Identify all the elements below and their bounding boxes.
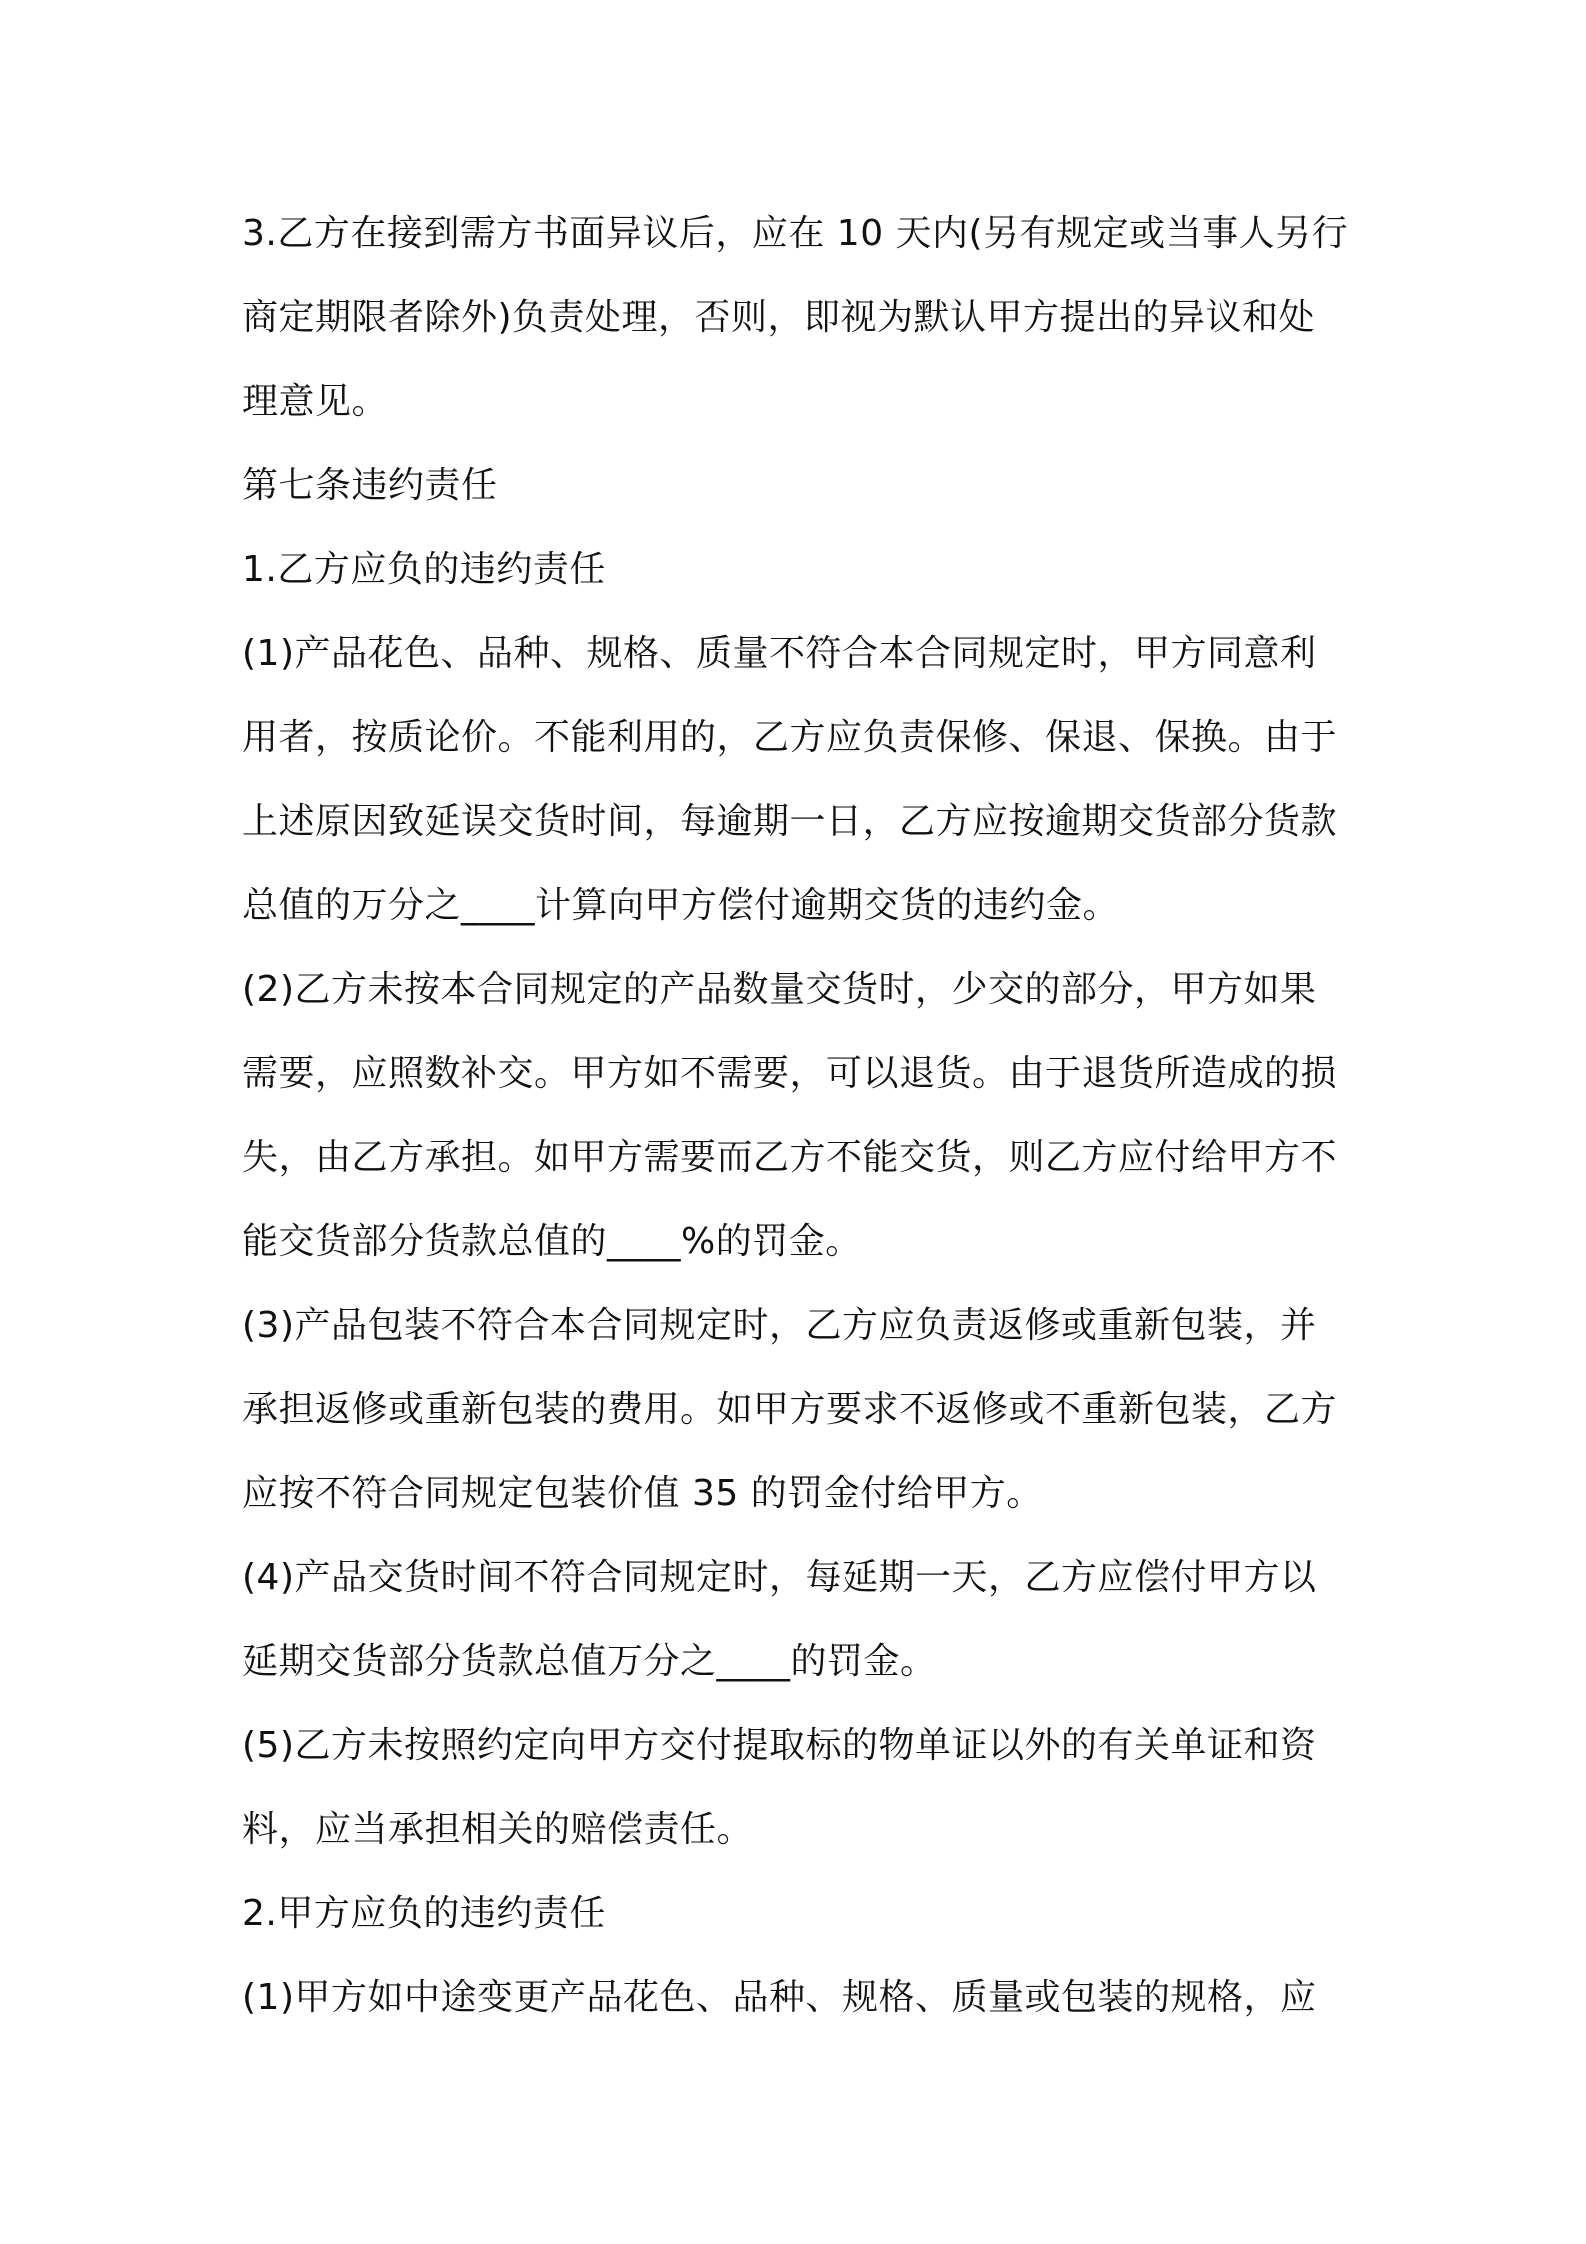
section-heading-article-7: 第七条违约责任 (242, 465, 498, 506)
text-line: 能交货部分货款总值的____%的罚金。 (242, 1221, 862, 1262)
text-line-item-1: (1)产品花色、品种、规格、质量不符合本合同规定时，甲方同意利 (242, 633, 1317, 674)
text-line: 承担返修或重新包装的费用。如甲方要求不返修或不重新包装，乙方 (242, 1389, 1338, 1430)
text-line-clause-3: 3.乙方在接到需方书面异议后，应在 10 天内(另有规定或当事人另行 (242, 213, 1349, 254)
text-line-item-1: (1)甲方如中途变更产品花色、品种、规格、质量或包装的规格，应 (242, 1977, 1317, 2018)
document-body (242, 192, 1362, 2040)
subheading-party-a-liability: 2.甲方应负的违约责任 (242, 1893, 606, 1934)
text-line: 延期交货部分货款总值万分之____的罚金。 (242, 1641, 937, 1682)
text-line: 总值的万分之____计算向甲方偿付逾期交货的违约金。 (242, 885, 1120, 926)
subheading-party-b-liability: 1.乙方应负的违约责任 (242, 549, 606, 590)
text-line: 上述原因致延误交货时间，每逾期一日，乙方应按逾期交货部分货款 (242, 801, 1338, 842)
text-line: 失，由乙方承担。如甲方需要而乙方不能交货，则乙方应付给甲方不 (242, 1137, 1338, 1178)
text-line-item-5: (5)乙方未按照约定向甲方交付提取标的物单证以外的有关单证和资 (242, 1725, 1317, 1766)
text-line: 用者，按质论价。不能利用的，乙方应负责保修、保退、保换。由于 (242, 717, 1338, 758)
text-line-item-2: (2)乙方未按本合同规定的产品数量交货时，少交的部分，甲方如果 (242, 969, 1317, 1010)
text-line: 需要，应照数补交。甲方如不需要，可以退货。由于退货所造成的损 (242, 1053, 1338, 1094)
text-line: 商定期限者除外)负责处理，否则，即视为默认甲方提出的异议和处 (242, 297, 1316, 338)
text-line: 料，应当承担相关的赔偿责任。 (242, 1809, 754, 1850)
text-line: 理意见。 (242, 381, 389, 422)
text-line-item-3: (3)产品包装不符合本合同规定时，乙方应负责返修或重新包装，并 (242, 1305, 1317, 1346)
text-line-item-4: (4)产品交货时间不符合同规定时，每延期一天，乙方应偿付甲方以 (242, 1557, 1317, 1598)
text-line: 应按不符合同规定包装价值 35 的罚金付给甲方。 (242, 1473, 1043, 1514)
